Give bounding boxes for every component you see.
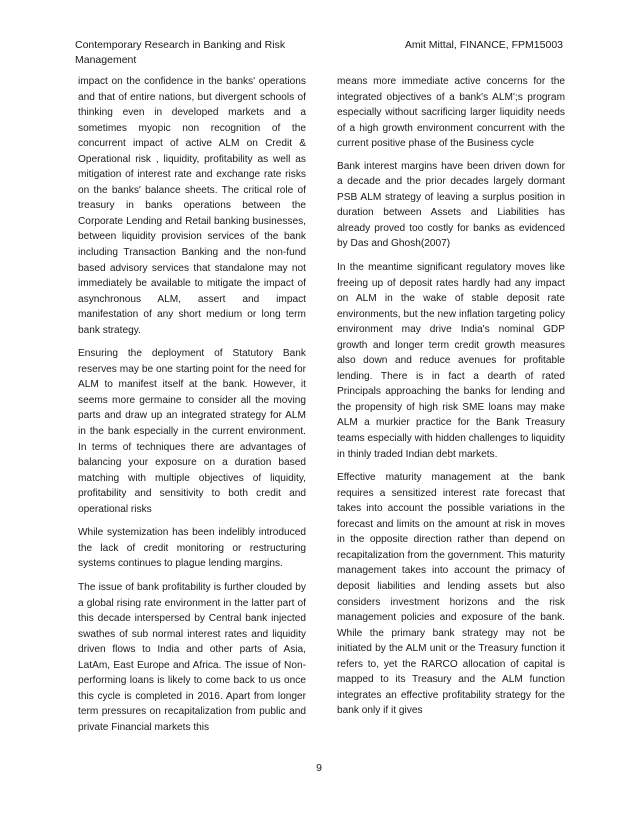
paragraph: In the meantime significant regulatory moves like freeing up of deposit rates hardly had any impact on ALM in the wake of stable deposit rate environments, but the new inflation targeting policy environment may drive India's nominal GDP growth and longer term credit growth measures also down and reduce avenues for profitable lending. There is in fact a dearth of rated Principals approaching the banks for lending and the propensity of high risk SME loans may make ALM a murkier practice for the Bank Treasury teams especially with hidden challenges to liquidity in thinly traded Indian debt markets. [337, 262, 565, 460]
running-header-title: Contemporary Research in Banking and Risk Management [75, 39, 286, 66]
paragraph: While systemization has been indelibly introduced the lack of credit monitoring or restructuring systems continues to plague lending margins. [78, 527, 306, 570]
right-column [337, 74, 565, 727]
page-number: 9 [316, 762, 322, 774]
paragraph: Bank interest margins have been driven down for a decade and the prior decades largely dormant PSB ALM strategy of leaving a surplus position in duration between Assets and Liabilities has already proved too costly for banks as evidenced by Das and Ghosh(2007) [337, 160, 565, 250]
paragraph: impact on the confidence in the banks' operations and that of entire nations, but divergent schools of thinking even in developed markets and a sometimes myopic non recognition of the concurrent impact of active ALM on Credit & Operational risk , liquidity, profitability as well as mitigation of interest rate and exchange rate risks on the banks' balance sheets. The critical role of treasury in banks operations between the Corporate Lending and Retail banking businesses, between liquidity provision services of the bank including Transaction Banking and the non-fund based advisory services that standalone may not immediately be available to mitigate the impact of asynchronous ALM, assert and impact manifestation of any short medium or long term bank strategy. [78, 76, 306, 336]
paragraph: Ensuring the deployment of Statutory Bank reserves may be one starting point for the need for ALM to manifest itself at the bank. However, it seems more germaine to consider all the moving parts and draw up an integrated strategy for ALM in the bank especially in the current environment. In terms of techniques there are advantages of balancing your exposure on a duration based matching with multiple objectives of liquidity, profitability and sensitivity to both credit and operational risks [78, 348, 306, 515]
paragraph: The issue of bank profitability is further clouded by a global rising rate environment in the latter part of this decade interspersed by Central bank injected swathes of sub normal interest rates and liquidity driven flows to India and other parts of Asia, LatAm, East Europe and Africa. The issue of Non-performing loans is likely to come back to us once this cycle is completed in 2016. Apart from longer term pressures on recapitalization from public and private Financial markets this [78, 581, 306, 733]
paragraph: means more immediate active concerns for the integrated objectives of a bank's ALM';s program especially without sacrificing larger liquidity needs of a high growth environment concurrent with the current positive phase of the Business cycle [337, 76, 565, 150]
running-header-author: Amit Mittal, FINANCE, FPM15003 [404, 39, 563, 51]
left-column [78, 74, 306, 743]
paragraph: Effective maturity management at the bank requires a sensitized interest rate forecast that takes into account the possible variations in the forecast and limits on the amount at risk in moves in the opposite direction rather than depend on recapitalization from the government. This maturity management takes into account the primacy of deposit liabilities and lending assets but also considers investment horizons and the risk management policies and exposure of the bank. While the primary bank strategy may not be initiated by the ALM unit or the Treasury function it refers to, yet the RARCO allocation of capital is mapped to its Treasury and the ALM function integrates an effective profitability strategy for the bank only if it gives [337, 472, 565, 717]
